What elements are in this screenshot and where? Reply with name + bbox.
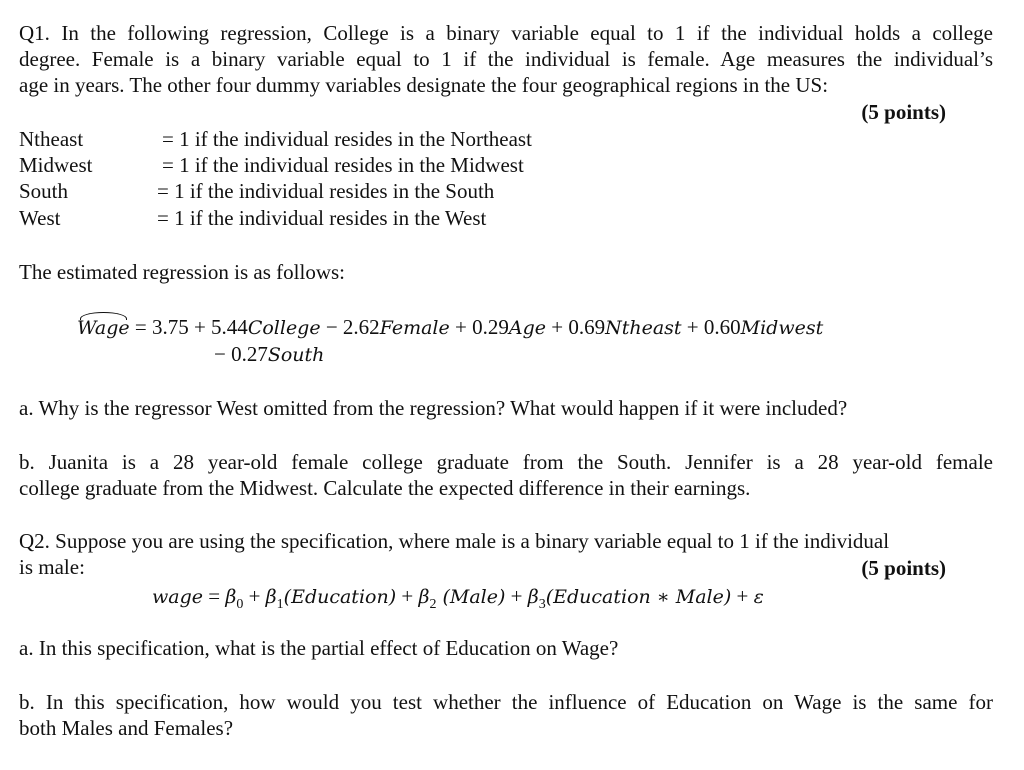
eq-var-wage: wage	[152, 586, 203, 608]
eq-var-college: College	[247, 317, 321, 339]
eq-term: =	[203, 584, 226, 608]
region-def-west: = 1 if the individual resides in the West	[157, 206, 487, 230]
epsilon: ε	[753, 586, 764, 608]
wage-hat-symbol: Wage	[77, 314, 130, 342]
q2-part-a: a. In this specification, what is the partial effect of Education on Wage?	[19, 636, 619, 660]
eq-term: +	[731, 584, 754, 608]
region-name-midwest: Midwest	[19, 153, 93, 177]
q1-equation-line-1	[77, 313, 823, 342]
q1-part-a: a. Why is the regressor West omitted from the regression? What would happen if it were included?	[19, 396, 848, 420]
eq-var-age: Age	[508, 317, 546, 339]
q1-intro-line-1: Q1. In the following regression, College is a binary variable equal to 1 if the individual holds a college	[19, 21, 993, 45]
eq-var-female: Female	[379, 317, 450, 339]
eq-var-interaction: (Education ∗ Male)	[545, 586, 732, 608]
q2-points: (5 points)	[861, 556, 946, 580]
region-name-west: West	[19, 206, 61, 230]
beta-0-sub: 0	[236, 597, 244, 613]
q1-points: (5 points)	[861, 100, 946, 124]
region-name-south: South	[19, 179, 69, 203]
eq-term: + 0.60	[681, 315, 741, 339]
q1-equation-line-2	[214, 340, 324, 369]
eq-var-south: South	[267, 344, 325, 366]
beta-3: β	[527, 586, 539, 608]
eq-term: +	[396, 584, 419, 608]
eq-term: = 3.75 + 5.44	[129, 315, 248, 339]
eq-var-education: (Education)	[283, 586, 397, 608]
beta-2-sub: 2	[429, 597, 437, 613]
eq-var-ntheast: Ntheast	[605, 317, 682, 339]
eq-term: − 2.62	[320, 315, 380, 339]
eq-term: + 0.69	[545, 315, 606, 339]
region-name-northeast: Ntheast	[19, 127, 84, 151]
beta-0: β	[225, 586, 237, 608]
q1-intro-line-3: age in years. The other four dummy variables designate the four geographical regions in the US:	[19, 73, 829, 97]
eq-term: − 0.27	[214, 342, 268, 366]
q2-part-b-line-2: both Males and Females?	[19, 716, 234, 740]
beta-2: β	[418, 586, 430, 608]
beta-1-sub: 1	[276, 597, 284, 613]
region-def-midwest: = 1 if the individual resides in the Midwest	[162, 153, 524, 177]
q2-intro-line-2: is male:	[19, 555, 85, 579]
eq-var-midwest: Midwest	[740, 317, 824, 339]
estimated-regression-label: The estimated regression is as follows:	[19, 260, 346, 284]
eq-term: +	[243, 584, 266, 608]
q2-part-b-line-1: b. In this specification, how would you test whether the influence of Education on Wage is the same for	[19, 690, 993, 714]
eq-term: +	[505, 584, 528, 608]
q1-part-b-line-2: college graduate from the Midwest. Calculate the expected difference in their earnings.	[19, 476, 751, 500]
q1-intro-line-2: degree. Female is a binary variable equal to 1 if the individual is female. Age measures the individual’s	[19, 47, 993, 71]
q2-equation	[152, 582, 764, 619]
beta-1: β	[265, 586, 277, 608]
q1-part-b-line-1: b. Juanita is a 28 year-old female college graduate from the South. Jennifer is a 28 year-old female	[19, 450, 993, 474]
eq-term: + 0.29	[449, 315, 509, 339]
eq-var-male: (Male)	[436, 586, 506, 608]
beta-3-sub: 3	[538, 597, 546, 613]
region-def-south: = 1 if the individual resides in the South	[157, 179, 495, 203]
region-def-northeast: = 1 if the individual resides in the Northeast	[162, 127, 532, 151]
q2-intro-line-1: Q2. Suppose you are using the specification, where male is a binary variable equal to 1 if the individual	[19, 529, 890, 553]
